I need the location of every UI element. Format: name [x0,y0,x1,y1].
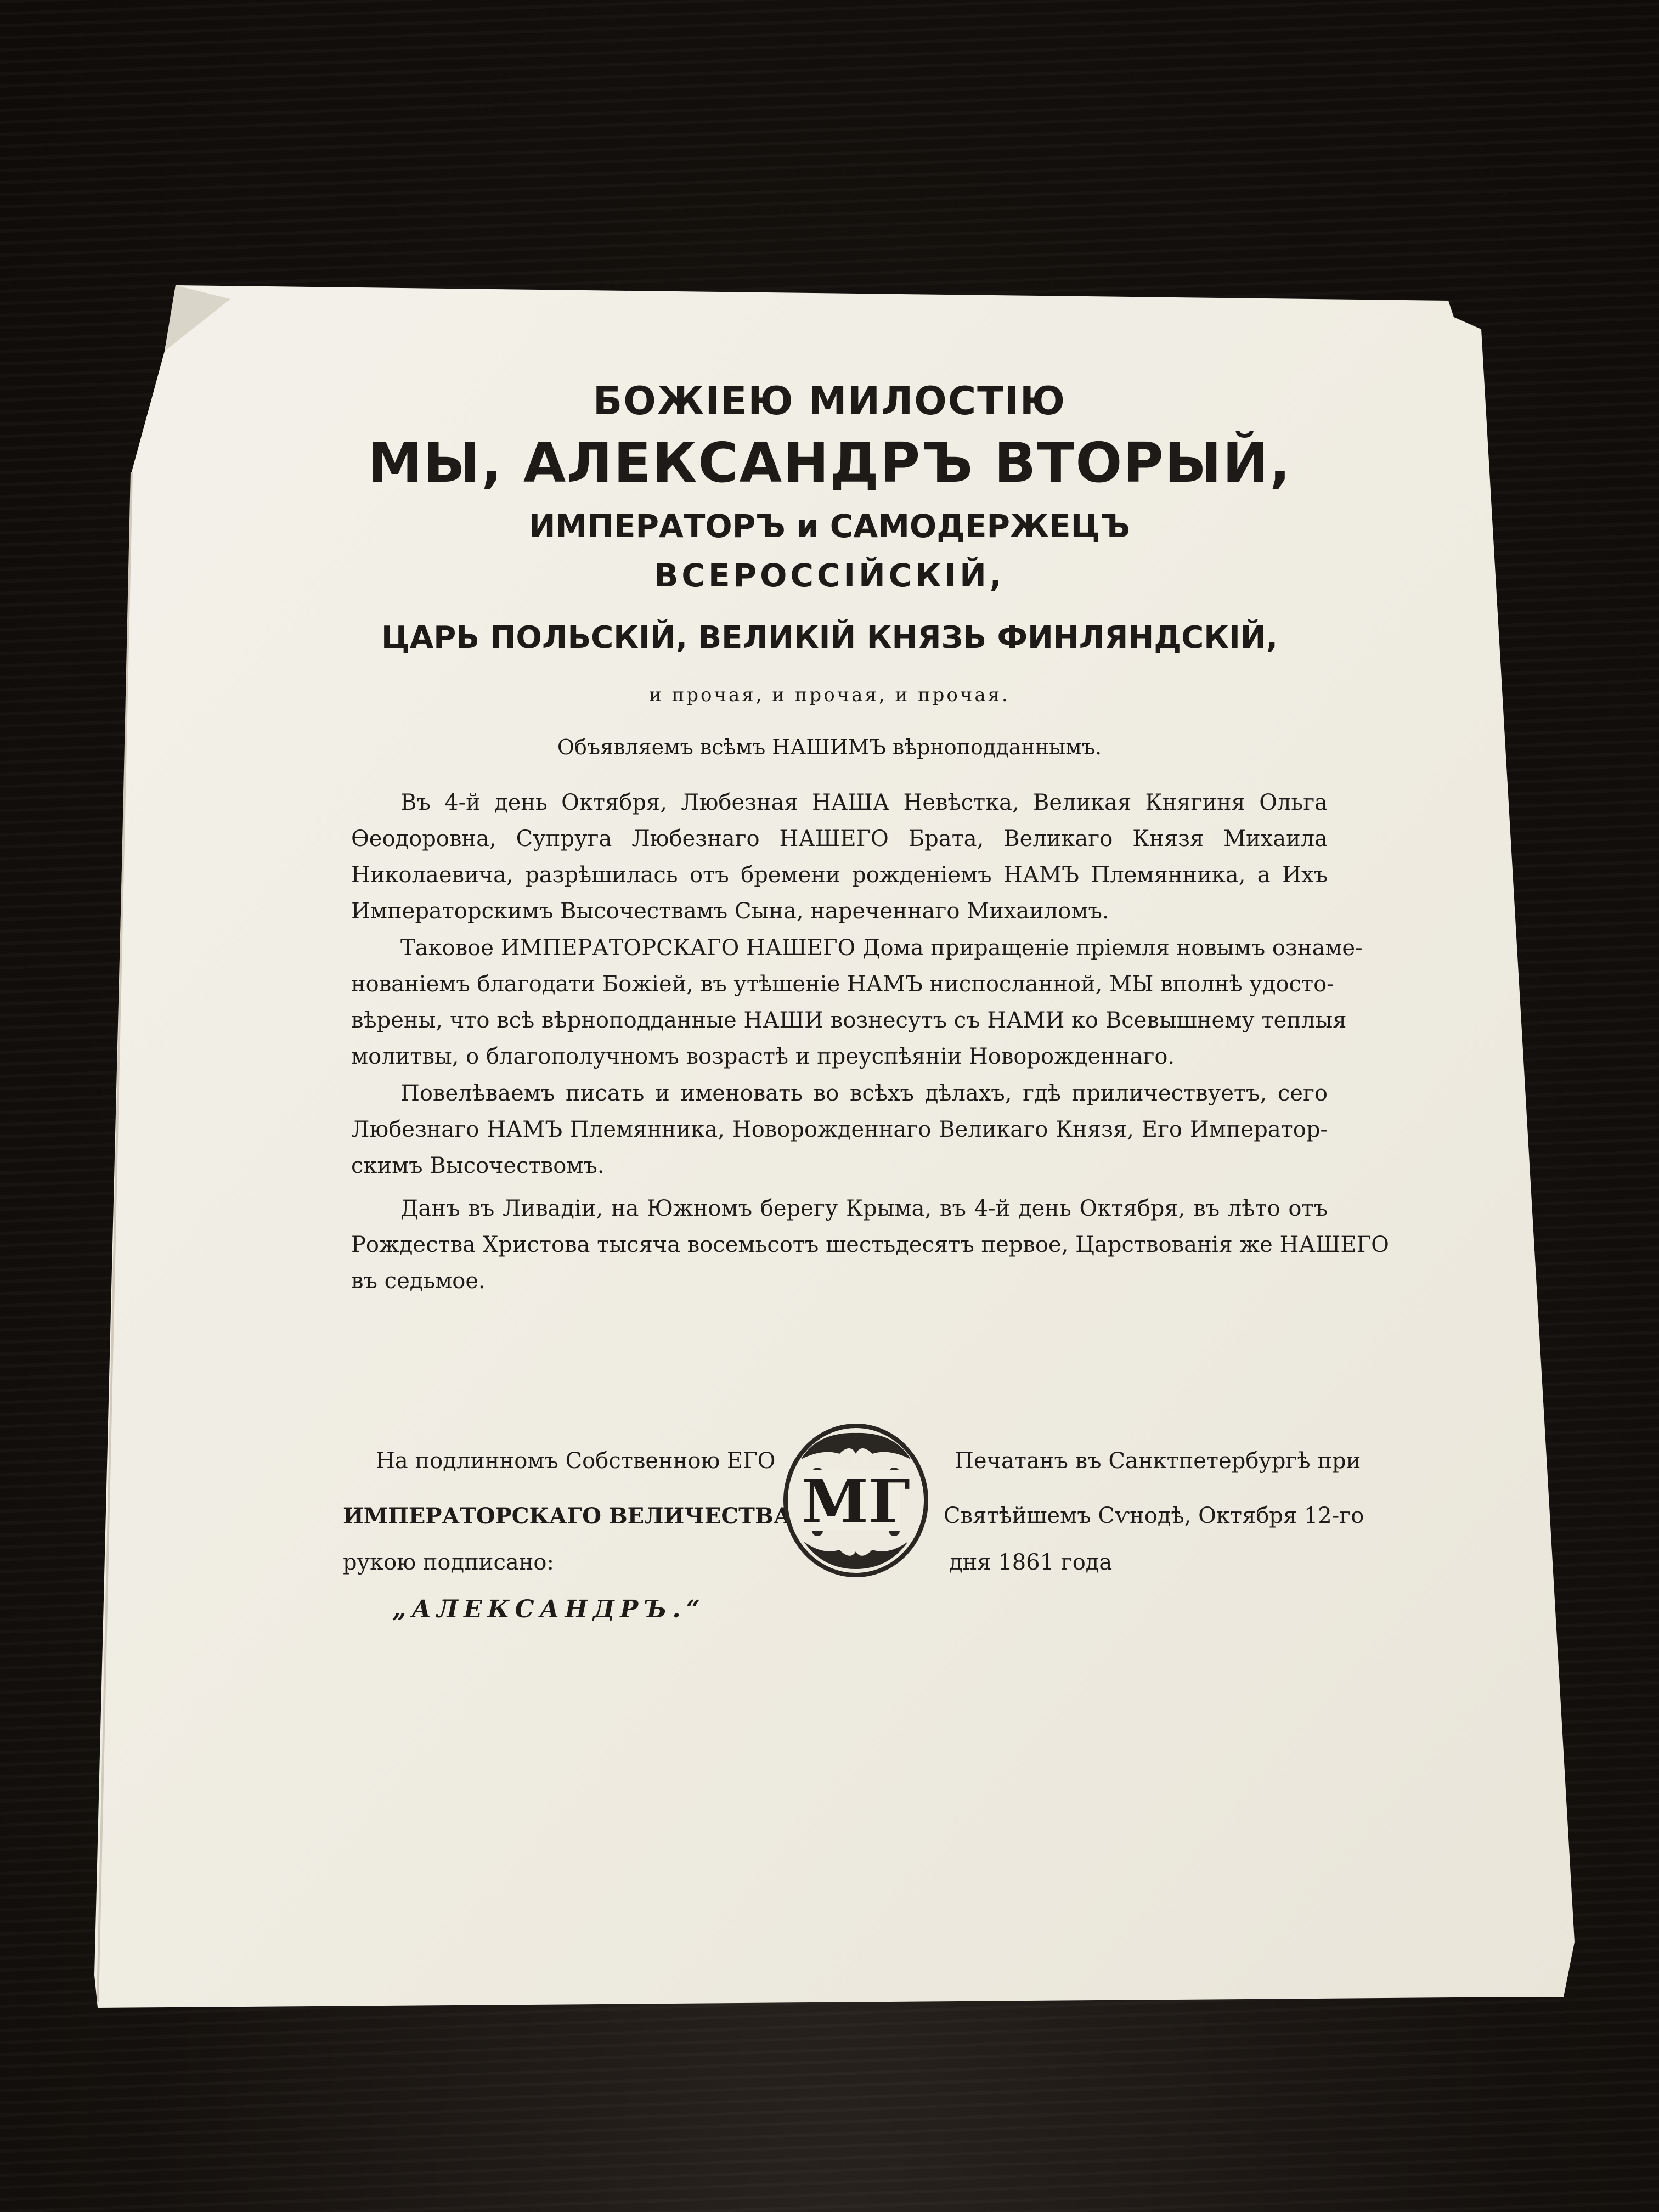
paragraph-line: Любезнаго НАМЪ Племянника, Новорожденнаго Великаго Князя, Его Император- [351,1117,1328,1142]
header-title: МЫ, АЛЕКСАНДРЪ ВТОРЫЙ, [367,431,1292,495]
signature-note-line: рукою подписано: [343,1550,554,1575]
paragraph-line: молитвы, о благополучномъ возрастѣ и преуспѣяніи Новорожденнаго. [351,1044,1175,1069]
paragraph-4 [351,1190,1389,1299]
header-line-7: Объявляемъ всѣмъ НАШИМЪ вѣрноподданнымъ. [557,735,1102,759]
emblem-monogram: МГ [802,1466,910,1537]
paragraph-1 [351,785,1328,929]
paragraph-line: нованіемъ благодати Божіей, въ утѣшеніе НАМЪ ниспосланной, МЫ вполнѣ удосто- [351,972,1334,997]
printers-mark-emblem-icon [779,1421,933,1580]
signature-name: „АЛЕКСАНДРЪ.“ [392,1595,706,1623]
paragraph-line: Императорскимъ Высочествамъ Сына, нареченнаго Михаиломъ. [351,899,1109,924]
paragraph-line: Таковое ИМПЕРАТОРСКАГО НАШЕГО Дома приращеніе пріемля новымъ ознаме- [400,935,1363,961]
paragraph-line: Рождества Христова тысяча восемьсотъ шестьдесятъ первое, Царствованія же НАШЕГО [351,1232,1389,1257]
paragraph-line: Ѳеодоровна, Супруга Любезнаго НАШЕГО Брата, Великаго Князя Михаила [351,826,1328,851]
paragraph-line: скимъ Высочествомъ. [351,1153,605,1178]
paragraph-3 [351,1075,1328,1184]
paragraph-line: Повелѣваемъ писать и именовать во всѣхъ дѣлахъ, гдѣ приличествуетъ, сего [400,1081,1328,1106]
printing-note-line: Печатанъ въ Санктпетербургѣ при [955,1448,1361,1474]
printing-note-line: Святѣйшемъ Сѵнодѣ, Октября 12-го [944,1503,1364,1528]
header-line-3: ИМПЕРАТОРЪ и САМОДЕРЖЕЦЪ [529,507,1130,545]
signature-note-line: ИМПЕРАТОРСКАГО ВЕЛИЧЕСТВА [343,1503,792,1529]
printing-note-line: дня 1861 года [949,1550,1113,1575]
paragraph-line: вѣрены, что всѣ вѣрноподданные НАШИ вознесутъ съ НАМИ ко Всевышнему теплыя [351,1008,1347,1033]
header-line-6: и прочая, и прочая, и прочая. [649,684,1010,706]
paragraph-line: въ седьмое. [351,1268,486,1294]
paragraph-2 [351,930,1363,1075]
paragraph-line: Николаевича, разрѣшилась отъ бремени рожденіемъ НАМЪ Племянника, а Ихъ [351,862,1328,888]
signature-note-line: На подлинномъ Собственною ЕГО [376,1448,776,1474]
paragraph-line: Въ 4-й день Октября, Любезная НАША Невѣстка, Великая Княгиня Ольга [400,790,1328,815]
header-line-4: ВСЕРОССІЙСКІЙ, [654,557,1005,594]
paragraph-line: Данъ въ Ливадіи, на Южномъ берегу Крыма, въ 4-й день Октября, въ лѣто отъ [400,1196,1328,1221]
header-line-5: ЦАРЬ ПОЛЬСКІЙ, ВЕЛИКІЙ КНЯЗЬ ФИНЛЯНДСКІЙ, [381,620,1278,656]
header-line-1: БОЖІЕЮ МИЛОСТІЮ [592,379,1066,424]
